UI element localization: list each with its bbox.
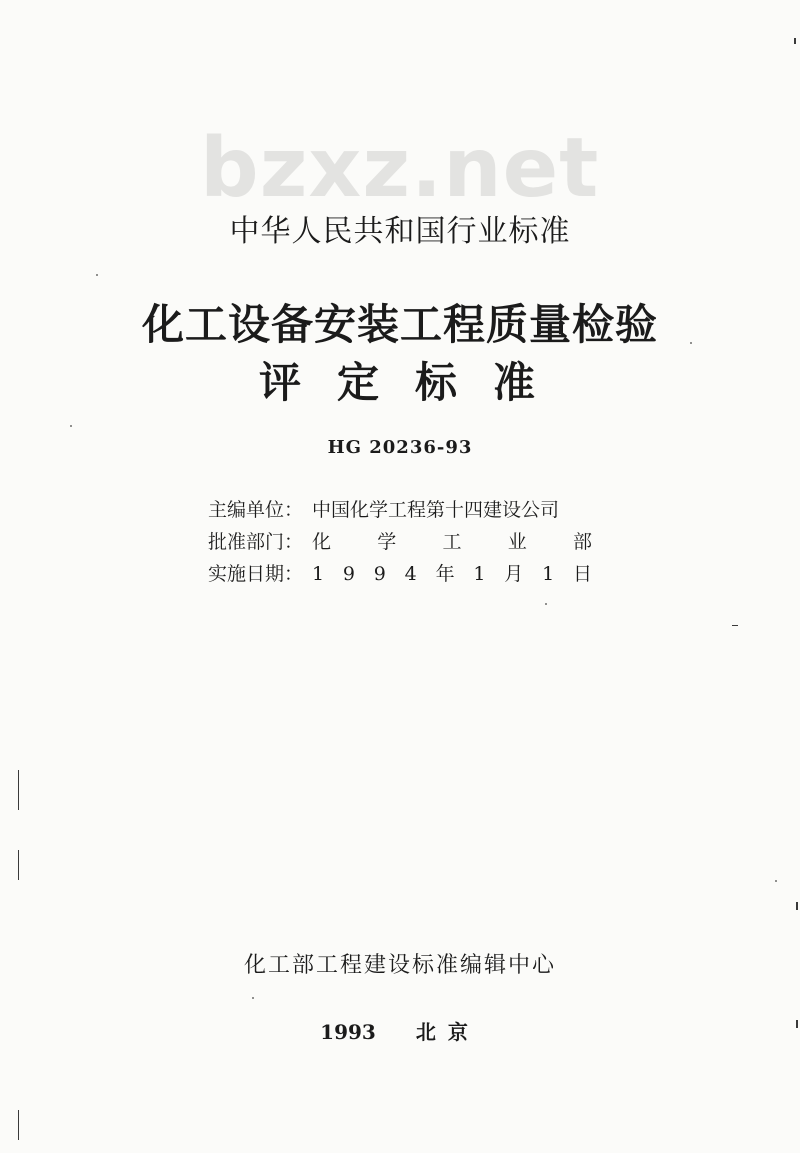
approval-dept-value [312, 526, 592, 558]
publication-year: 1993 [320, 1020, 376, 1044]
approval-dept-label: 批准部门： [208, 531, 304, 553]
approval-dept-char: 业 [507, 531, 527, 553]
document-metadata [208, 494, 592, 590]
approval-dept-char: 部 [572, 531, 592, 553]
approval-dept-char: 学 [377, 531, 397, 553]
scan-edge-mark [796, 902, 798, 910]
effective-date-char: 9 [373, 563, 386, 585]
effective-date-char: 1 [473, 563, 486, 585]
effective-date-char: 9 [342, 563, 355, 585]
document-title-line-2: 评定标准 [258, 358, 571, 407]
editor-unit-label: 主编单位： [208, 499, 304, 521]
industry-standard-heading: 中华人民共和国行业标准 [229, 214, 571, 249]
scan-edge-mark [732, 625, 738, 626]
document-title-line-1: 化工设备安装工程质量检验 [141, 300, 658, 349]
approval-dept-row [208, 526, 592, 558]
effective-date-label: 实施日期： [208, 563, 304, 585]
publication-city: 北京 [415, 1020, 480, 1044]
scan-edge-mark [18, 1110, 19, 1140]
scan-speck [545, 603, 547, 605]
publication-footer [0, 1016, 800, 1045]
standard-code: HG 20236-93 [327, 437, 473, 458]
effective-date-char: 1 [312, 563, 325, 585]
effective-date-char: 月 [504, 563, 524, 585]
scan-edge-mark [796, 1020, 798, 1028]
approval-dept-char: 工 [442, 531, 462, 553]
scan-speck [96, 274, 98, 276]
effective-date-row [208, 558, 592, 590]
scan-edge-mark [18, 850, 19, 880]
watermark-logo: bzxz.net [200, 121, 600, 216]
effective-date-value [312, 558, 592, 590]
scan-speck [690, 342, 692, 344]
editor-unit-value: 中国化学工程第十四建设公司 [312, 499, 560, 521]
effective-date-char: 1 [542, 563, 555, 585]
effective-date-char: 4 [404, 563, 417, 585]
effective-date-char: 日 [572, 563, 592, 585]
scan-speck [252, 997, 254, 999]
scan-edge-mark [794, 38, 796, 44]
approval-dept-char: 化 [312, 531, 332, 553]
editing-center: 化工部工程建设标准编辑中心 [243, 953, 556, 978]
editor-unit-row [208, 494, 592, 526]
scan-edge-mark [18, 770, 19, 810]
effective-date-char: 年 [435, 563, 455, 585]
scan-speck [70, 425, 72, 427]
scan-speck [775, 880, 777, 882]
